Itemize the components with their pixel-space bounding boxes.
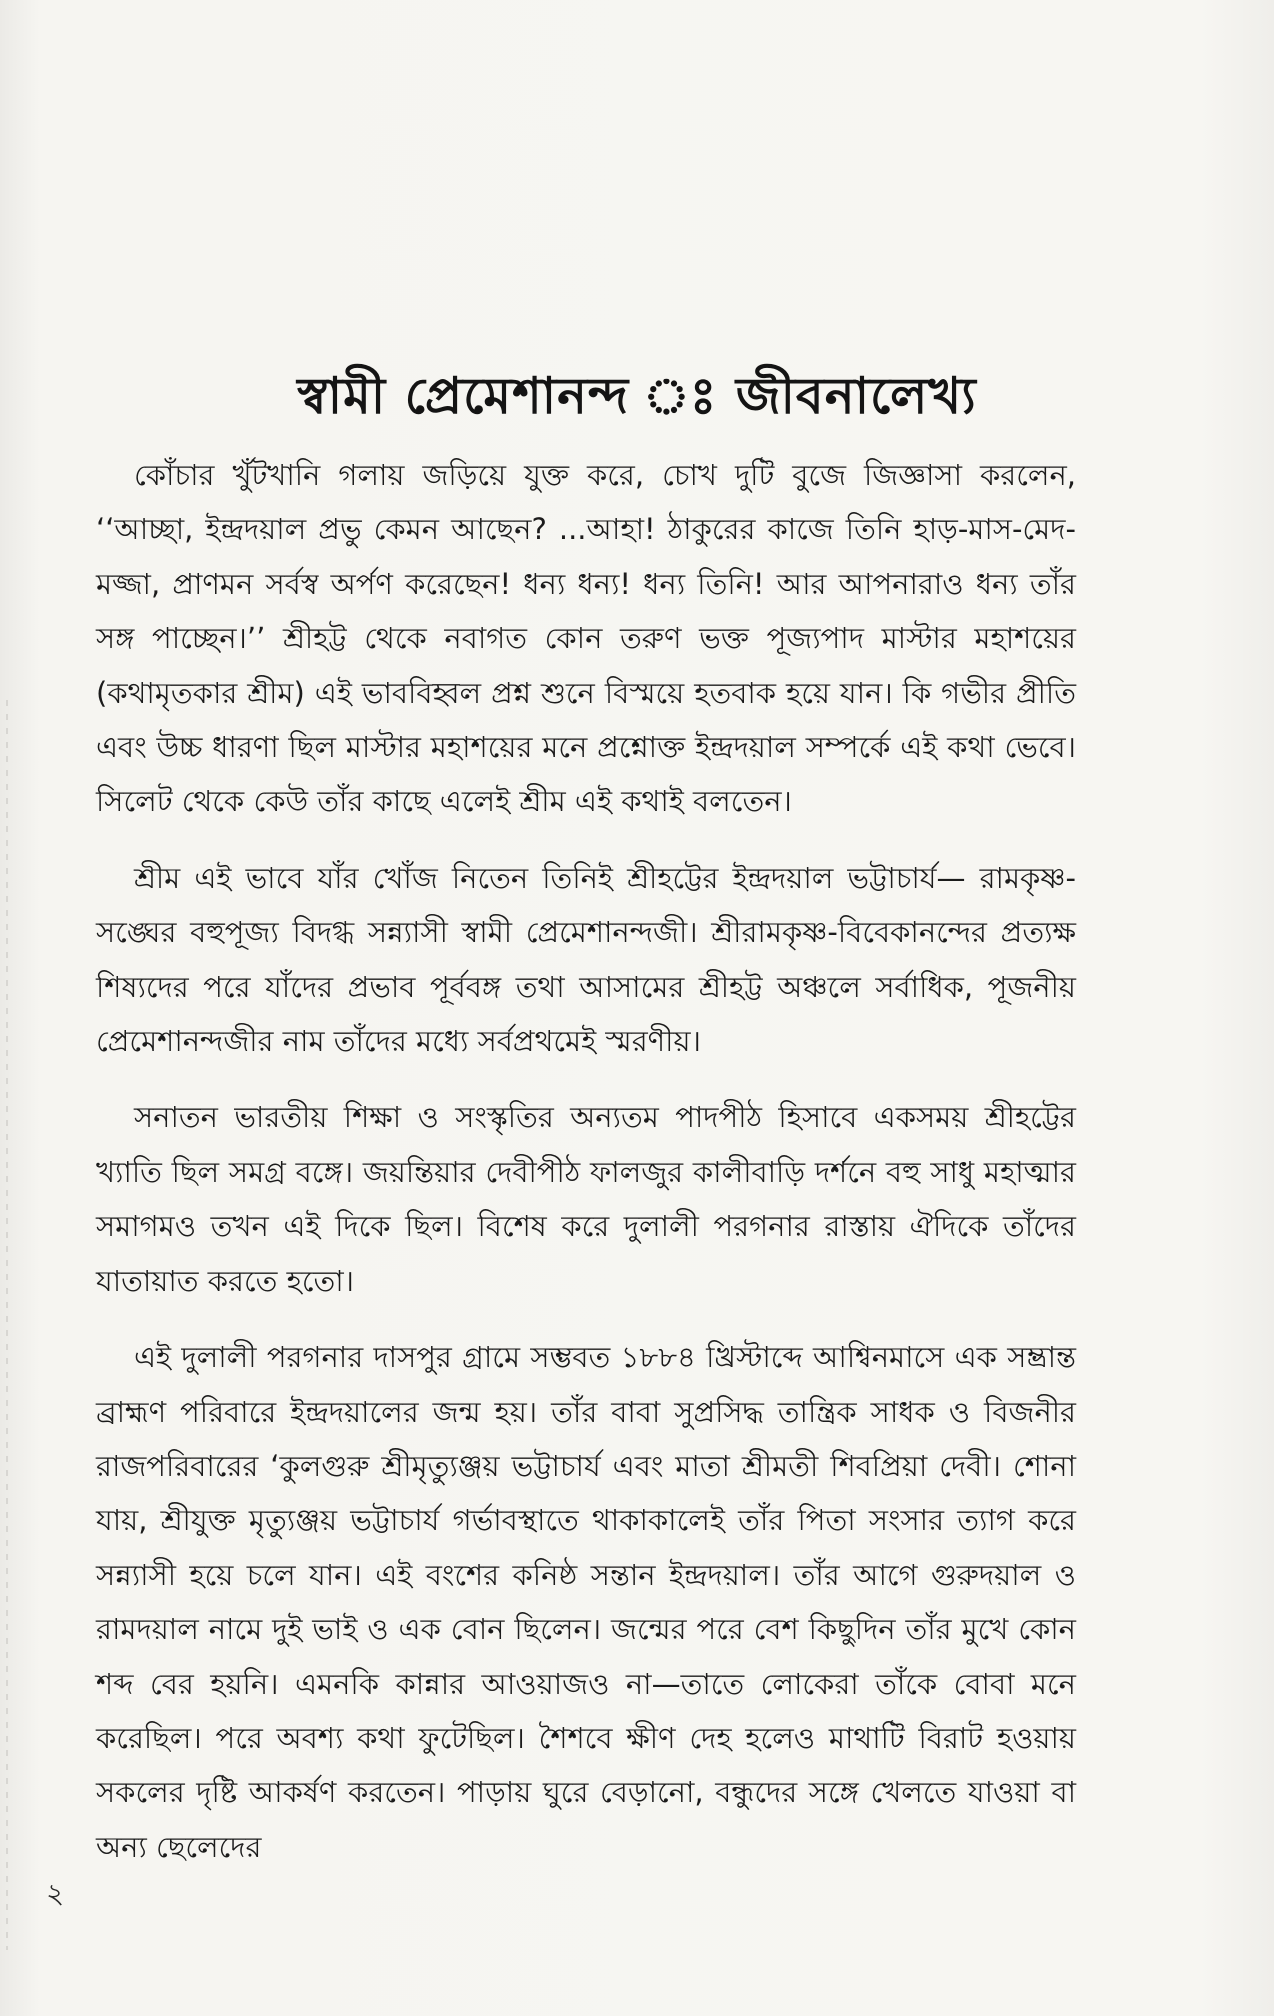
paragraph-1: কোঁচার খুঁটখানি গলায় জড়িয়ে যুক্ত করে, চোখ দুটি বুজে জিজ্ঞাসা করলেন, ‘‘আচ্ছা, ইন্দ্রদয়াল প্রভু কেমন আছেন? ...আহা! ঠাকুরের কাজে তিনি হাড়-মাস-মেদ-মজ্জা, প্রাণমন সর্বস্ব অর্পণ করেছেন! ধন্য ধন্য! ধন্য তিনি! আর আপনারাও ধন্য তাঁর সঙ্গ পাচ্ছেন।’’ শ্রীহট্ট থেকে নবাগত কোন তরুণ ভক্ত পূজ্যপাদ মাস্টার মহাশয়ের (কথামৃতকার শ্রীম) এই ভাববিহ্বল প্রশ্ন শুনে বিস্ময়ে হতবাক হয়ে যান। কি গভীর প্রীতি এবং উচ্চ ধারণা ছিল মাস্টার মহাশয়ের মনে প্রশ্নোক্ত ইন্দ্রদয়াল সম্পর্কে এই কথা ভেবে। সিলেট থেকে কেউ তাঁর কাছে এলেই শ্রীম এই কথাই বলতেন। (96, 458, 1076, 819)
page-number: ২ (46, 1877, 65, 1910)
page-edge-shadow (6, 700, 8, 1950)
body-text (96, 448, 1076, 1896)
paragraph-4: এই দুলালী পরগনার দাসপুর গ্রামে সম্ভবত ১৮৮৪ খ্রিস্টাব্দে আশ্বিনমাসে এক সম্ভ্রান্ত ব্রাহ্মণ পরিবারে ইন্দ্রদয়ালের জন্ম হয়। তাঁর বাবা সুপ্রসিদ্ধ তান্ত্রিক সাধক ও বিজনীর রাজপরিবারের ‘কুলগুরু শ্রীমৃত্যুঞ্জয় ভট্টাচার্য এবং মাতা শ্রীমতী শিবপ্রিয়া দেবী। শোনা যায়, শ্রীযুক্ত মৃত্যুঞ্জয় ভট্টাচার্য গর্ভাবস্থাতে থাকাকালেই তাঁর পিতা সংসার ত্যাগ করে সন্ন্যাসী হয়ে চলে যান। এই বংশের কনিষ্ঠ সন্তান ইন্দ্রদয়াল। তাঁর আগে গুরুদয়াল ও রামদয়াল নামে দুই ভাই ও এক বোন ছিলেন। জন্মের পরে বেশ কিছুদিন তাঁর মুখে কোন শব্দ বের হয়নি। এমনকি কান্নার আওয়াজও না—তাতে লোকেরা তাঁকে বোবা মনে করেছিল। পরে অবশ্য কথা ফুটেছিল। শৈশবে ক্ষীণ দেহ হলেও মাথাটি বিরাট হওয়ায় সকলের দৃষ্টি আকর্ষণ করতেন। পাড়ায় ঘুরে বেড়ানো, বন্ধুদের সঙ্গে খেলতে যাওয়া বা অন্য ছেলেদের (96, 1340, 1076, 1864)
paragraph-3: সনাতন ভারতীয় শিক্ষা ও সংস্কৃতির অন্যতম পাদপীঠ হিসাবে একসময় শ্রীহট্টের খ্যাতি ছিল সমগ্র বঙ্গে। জয়ন্তিয়ার দেবীপীঠ ফালজুর কালীবাড়ি দর্শনে বহু সাধু মহাত্মার সমাগমও তখন এই দিকে ছিল। বিশেষ করে দুলালী পরগনার রাস্তায় ঐদিকে তাঁদের যাতায়াত করতে হতো। (96, 1100, 1076, 1298)
chapter-title: স্বামী প্রেমেশানন্দ ঃ জীবনালেখ্য (297, 366, 977, 425)
paragraph-2: শ্রীম এই ভাবে যাঁর খোঁজ নিতেন তিনিই শ্রীহট্টের ইন্দ্রদয়াল ভট্টাচার্য— রামকৃষ্ণ-সঙ্ঘের বহুপূজ্য বিদগ্ধ সন্ন্যাসী স্বামী প্রেমেশানন্দজী। শ্রীরামকৃষ্ণ-বিবেকানন্দের প্রত্যক্ষ শিষ্যদের পরে যাঁদের প্রভাব পূর্ববঙ্গ তথা আসামের শ্রীহট্ট অঞ্চলে সর্বাধিক, পূজনীয় প্রেমেশানন্দজীর নাম তাঁদের মধ্যে সর্বপ্রথমেই স্মরণীয়। (96, 860, 1076, 1059)
